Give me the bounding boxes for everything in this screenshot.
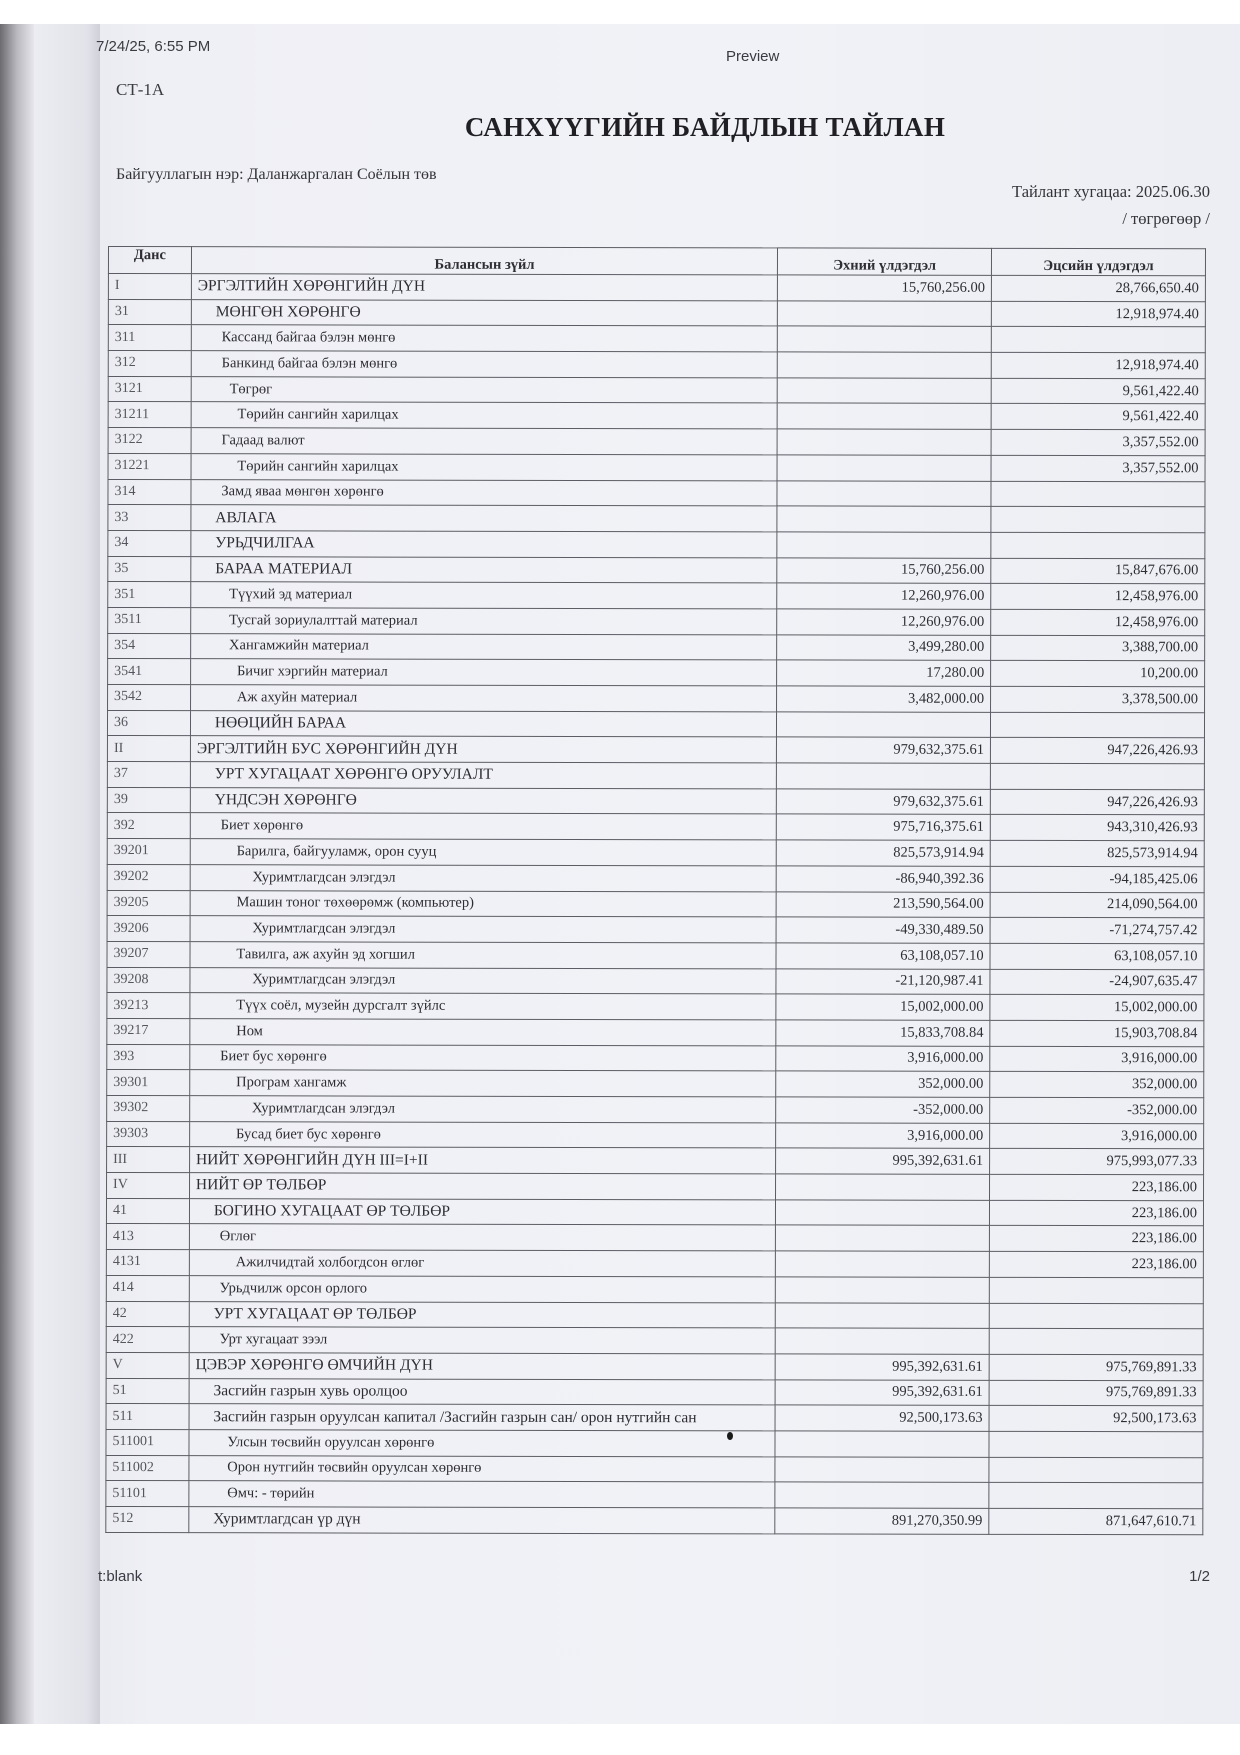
- begin-balance: 3,499,280.00: [777, 635, 991, 661]
- end-balance: 947,226,426.93: [991, 738, 1205, 764]
- end-balance: 15,002,000.00: [990, 995, 1204, 1021]
- print-page-title: Preview: [726, 48, 780, 65]
- account-code: 39206: [107, 916, 190, 942]
- account-code: III: [107, 1147, 190, 1173]
- table-row: [107, 736, 1204, 764]
- table-row: [108, 505, 1205, 533]
- table-row: [107, 1095, 1204, 1123]
- account-item: Улсын төсвийн оруулсан хөрөнгө: [189, 1430, 775, 1457]
- end-balance: [991, 532, 1205, 558]
- account-code: 312: [108, 351, 191, 377]
- begin-balance: 825,573,914.94: [776, 840, 990, 866]
- table-row: [107, 787, 1204, 815]
- account-item: Бичиг хэргийн материал: [190, 659, 776, 686]
- begin-balance: [777, 532, 991, 558]
- end-balance: [991, 712, 1205, 738]
- account-item: Засгийн газрын хувь оролцоо: [189, 1378, 775, 1405]
- account-code: 51101: [106, 1481, 189, 1507]
- end-balance: 9,561,422.40: [991, 404, 1205, 430]
- account-code: 42: [106, 1301, 189, 1327]
- table-row: [108, 351, 1205, 379]
- table-row: [107, 1044, 1204, 1072]
- account-item: Хуримтлагдсан элэгдэл: [190, 916, 776, 943]
- end-balance: 975,769,891.33: [989, 1380, 1203, 1406]
- print-footer-url: t:blank: [98, 1568, 143, 1585]
- begin-balance: 15,833,708.84: [776, 1020, 990, 1046]
- account-code: 422: [106, 1327, 189, 1353]
- begin-balance: 17,280.00: [777, 660, 991, 686]
- table-row: [107, 967, 1204, 995]
- end-balance: 3,916,000.00: [990, 1123, 1204, 1149]
- begin-balance: 12,260,976.00: [777, 583, 991, 609]
- table-row: [108, 530, 1205, 558]
- currency-label: / төгрөгөөр /: [1122, 209, 1210, 228]
- account-item: Тусгай зориулалттай материал: [191, 608, 777, 635]
- begin-balance: 995,392,631.61: [775, 1354, 989, 1380]
- account-code: 3542: [108, 685, 191, 711]
- end-balance: 3,357,552.00: [991, 455, 1205, 481]
- account-code: 51: [106, 1378, 189, 1404]
- begin-balance: [778, 326, 992, 352]
- table-row: [108, 274, 1205, 302]
- account-code: 314: [108, 479, 191, 505]
- table-row: [106, 1378, 1203, 1406]
- table-body: [106, 274, 1206, 1535]
- begin-balance: 213,590,564.00: [776, 891, 990, 917]
- begin-balance: [777, 352, 991, 378]
- account-item: БОГИНО ХУГАЦААТ ӨР ТӨЛБӨР: [189, 1198, 775, 1225]
- begin-balance: [775, 1457, 989, 1483]
- table-row: [107, 1121, 1204, 1149]
- table-row: [106, 1506, 1203, 1534]
- end-balance: 12,458,976.00: [991, 584, 1205, 610]
- table-row: [107, 1147, 1204, 1175]
- begin-balance: 352,000.00: [776, 1071, 990, 1097]
- table-row: [107, 1018, 1204, 1046]
- table-row: [108, 685, 1205, 713]
- table-row: [108, 453, 1205, 481]
- begin-balance: 63,108,057.10: [776, 943, 990, 969]
- end-balance: 15,903,708.84: [990, 1020, 1204, 1046]
- account-item: Урт хугацаат зээл: [189, 1327, 775, 1354]
- account-code: I: [108, 274, 191, 300]
- account-item: Төрийн сангийн харилцах: [191, 453, 777, 480]
- end-balance: -352,000.00: [990, 1097, 1204, 1123]
- begin-balance: 12,260,976.00: [777, 609, 991, 635]
- end-balance: 223,186.00: [990, 1174, 1204, 1200]
- account-code: 413: [106, 1224, 189, 1250]
- account-code: 39205: [107, 890, 190, 916]
- end-balance: 9,561,422.40: [991, 378, 1205, 404]
- account-item: Програм хангамж: [190, 1070, 776, 1097]
- table-row: [108, 582, 1205, 610]
- begin-balance: 15,760,256.00: [777, 557, 991, 583]
- end-balance: 12,458,976.00: [991, 609, 1205, 635]
- table-row: [107, 710, 1204, 738]
- report-title: САНХҮҮГИЙН БАЙДЛЫН ТАЙЛАН: [464, 112, 946, 142]
- account-item: Хуримтлагдсан элэгдэл: [190, 1096, 776, 1123]
- account-item: Өглөг: [189, 1224, 775, 1251]
- account-code: 354: [108, 633, 191, 659]
- account-code: 3511: [108, 607, 191, 633]
- account-item: Кассанд байгаа бэлэн мөнгө: [191, 325, 777, 352]
- account-code: 393: [107, 1044, 190, 1070]
- header-end-balance: Эцсийн үлдэгдэл: [992, 248, 1206, 275]
- begin-balance: -86,940,392.36: [776, 866, 990, 892]
- account-item: Барилга, байгууламж, орон сууц: [190, 839, 776, 866]
- begin-balance: 15,760,256.00: [778, 275, 992, 301]
- begin-balance: 995,392,631.61: [776, 1148, 990, 1174]
- account-item: Ном: [190, 1019, 776, 1046]
- account-item: Хангамжийн материал: [191, 633, 777, 660]
- end-balance: 92,500,173.63: [989, 1406, 1203, 1432]
- begin-balance: [775, 1431, 989, 1457]
- scan-shadow: [0, 24, 34, 1724]
- begin-balance: 92,500,173.63: [775, 1405, 989, 1431]
- end-balance: 214,090,564.00: [990, 892, 1204, 918]
- begin-balance: [775, 1482, 989, 1508]
- end-balance: 975,769,891.33: [989, 1354, 1203, 1380]
- end-balance: 3,388,700.00: [991, 635, 1205, 661]
- table-row: [107, 762, 1204, 790]
- end-balance: [989, 1277, 1203, 1303]
- ink-mark: [727, 1432, 733, 1440]
- end-balance: 28,766,650.40: [991, 275, 1205, 301]
- table-header-row: [108, 247, 1205, 276]
- table-row: [106, 1352, 1203, 1380]
- account-code: 41: [106, 1198, 189, 1224]
- table-row: [108, 402, 1205, 430]
- table-row: [107, 993, 1204, 1021]
- table-row: [106, 1481, 1203, 1509]
- begin-balance: [777, 480, 991, 506]
- end-balance: -71,274,757.42: [990, 918, 1204, 944]
- begin-balance: 979,632,375.61: [777, 737, 991, 763]
- account-code: 311: [108, 325, 191, 351]
- period-label: Тайлант хугацаа: 2025.06.30: [1012, 182, 1210, 201]
- table-row: [106, 1404, 1203, 1432]
- account-code: 39217: [107, 1018, 190, 1044]
- account-item: Биет бус хөрөнгө: [190, 1044, 776, 1071]
- print-header: [96, 38, 1200, 65]
- header-item: Балансын зүйл: [191, 247, 777, 275]
- account-code: 39202: [107, 864, 190, 890]
- report-period: [1012, 178, 1210, 232]
- begin-balance: 995,392,631.61: [775, 1379, 989, 1405]
- table-row: [108, 325, 1205, 353]
- account-item: БАРАА МАТЕРИАЛ: [191, 556, 777, 583]
- account-item: ЦЭВЭР ХӨРӨНГӨ ӨМЧИЙН ДҮН: [189, 1353, 775, 1380]
- end-balance: 223,186.00: [990, 1200, 1204, 1226]
- table-row: [106, 1275, 1203, 1303]
- account-code: 512: [106, 1506, 189, 1532]
- table-row: [107, 839, 1204, 867]
- account-item: Хуримтлагдсан элэгдэл: [190, 967, 776, 994]
- table-row: [106, 1455, 1203, 1483]
- account-code: 39301: [107, 1070, 190, 1096]
- table-row: [107, 813, 1204, 841]
- begin-balance: [777, 712, 991, 738]
- end-balance: 3,916,000.00: [990, 1046, 1204, 1072]
- account-item: НӨӨЦИЙН БАРАА: [190, 710, 776, 737]
- account-code: 3121: [108, 376, 191, 402]
- account-code: 3122: [108, 428, 191, 454]
- account-item: Гадаад валют: [191, 428, 777, 455]
- begin-balance: -352,000.00: [776, 1097, 990, 1123]
- begin-balance: 15,002,000.00: [776, 994, 990, 1020]
- begin-balance: 891,270,350.99: [775, 1508, 989, 1534]
- table-row: [108, 607, 1205, 635]
- account-item: Өмч: - төрийн: [189, 1481, 775, 1508]
- account-item: Тавилга, аж ахуйн эд хогшил: [190, 942, 776, 969]
- end-balance: -94,185,425.06: [990, 866, 1204, 892]
- header-begin-balance: Эхний үлдэгдэл: [778, 248, 992, 275]
- begin-balance: [777, 506, 991, 532]
- account-item: Машин тоног төхөөрөмж (компьютер): [190, 890, 776, 917]
- organization-name: Байгууллагын нэр: Даланжаргалан Соёлын төв: [116, 166, 437, 183]
- end-balance: 10,200.00: [991, 661, 1205, 687]
- end-balance: 223,186.00: [989, 1251, 1203, 1277]
- end-balance: [989, 1483, 1203, 1509]
- page-fold-strip: [34, 24, 100, 1724]
- begin-balance: [776, 1251, 990, 1277]
- table-row: [107, 1070, 1204, 1098]
- end-balance: -24,907,635.47: [990, 969, 1204, 995]
- account-item: УРЬДЧИЛГАА: [191, 531, 777, 558]
- table-row: [106, 1301, 1203, 1329]
- begin-balance: 975,716,375.61: [776, 814, 990, 840]
- account-item: Урьдчилж орсон орлого: [189, 1275, 775, 1302]
- end-balance: [989, 1431, 1203, 1457]
- table-row: [106, 1224, 1203, 1252]
- account-item: Төгрөг: [191, 376, 777, 403]
- account-item: Хуримтлагдсан үр дүн: [189, 1507, 775, 1534]
- table-row: [107, 864, 1204, 892]
- account-item: НИЙТ ХӨРӨНГИЙН ДҮН III=I+II: [189, 1147, 775, 1174]
- table-row: [106, 1327, 1203, 1355]
- print-timestamp: 7/24/25, 6:55 PM: [96, 38, 211, 55]
- account-code: 39: [107, 787, 190, 813]
- print-page-number: 1/2: [1189, 1568, 1210, 1585]
- begin-balance: [776, 1174, 990, 1200]
- account-item: Ажилчидтай холбогдсон өглөг: [189, 1250, 775, 1277]
- table-row: [107, 941, 1204, 969]
- table-row: [106, 1250, 1203, 1278]
- account-item: Түүх соёл, музейн дурсгалт зүйлс: [190, 993, 776, 1020]
- end-balance: 352,000.00: [990, 1072, 1204, 1098]
- account-code: 37: [107, 762, 190, 788]
- account-code: 31: [108, 299, 191, 325]
- begin-balance: [776, 1200, 990, 1226]
- begin-balance: [775, 1328, 989, 1354]
- end-balance: 947,226,426.93: [990, 789, 1204, 815]
- begin-balance: 3,916,000.00: [776, 1046, 990, 1072]
- end-balance: [991, 327, 1205, 353]
- end-balance: 825,573,914.94: [990, 840, 1204, 866]
- account-item: УРТ ХУГАЦААТ ӨР ТӨЛБӨР: [189, 1301, 775, 1328]
- table-row: [108, 633, 1205, 661]
- end-balance: 975,993,077.33: [990, 1149, 1204, 1175]
- begin-balance: 3,916,000.00: [776, 1123, 990, 1149]
- balance-sheet-table: [105, 246, 1206, 1535]
- begin-balance: -49,330,489.50: [776, 917, 990, 943]
- end-balance: [991, 481, 1205, 507]
- begin-balance: [777, 763, 991, 789]
- account-code: 35: [108, 556, 191, 582]
- begin-balance: [775, 1302, 989, 1328]
- account-code: 31211: [108, 402, 191, 428]
- table-row: [108, 428, 1205, 456]
- account-item: Банкинд байгаа бэлэн мөнгө: [191, 351, 777, 378]
- table-row: [108, 376, 1205, 404]
- header-code: Данс: [108, 247, 191, 274]
- account-code: 511002: [106, 1455, 189, 1481]
- begin-balance: [777, 455, 991, 481]
- account-code: 511001: [106, 1429, 189, 1455]
- account-code: 39208: [107, 967, 190, 993]
- account-code: IV: [107, 1173, 190, 1199]
- end-balance: [989, 1457, 1203, 1483]
- account-item: Орон нутгийн төсвийн оруулсан хөрөнгө: [189, 1455, 775, 1482]
- account-code: 414: [106, 1275, 189, 1301]
- end-balance: 15,847,676.00: [991, 558, 1205, 584]
- account-item: НИЙТ ӨР ТӨЛБӨР: [189, 1173, 775, 1200]
- account-item: Аж ахуйн материал: [190, 685, 776, 712]
- account-code: 39201: [107, 839, 190, 865]
- end-balance: 3,357,552.00: [991, 429, 1205, 455]
- account-item: Хуримтлагдсан элэгдэл: [190, 864, 776, 891]
- account-code: 4131: [106, 1250, 189, 1276]
- table-row: [108, 556, 1205, 584]
- begin-balance: [778, 301, 992, 327]
- account-code: V: [106, 1352, 189, 1378]
- end-balance: [991, 507, 1205, 533]
- end-balance: [990, 763, 1204, 789]
- table-row: [107, 1173, 1204, 1201]
- account-item: МӨНГӨН ХӨРӨНГӨ: [191, 299, 777, 326]
- table-row: [107, 916, 1204, 944]
- account-item: ҮНДСЭН ХӨРӨНГӨ: [190, 787, 776, 814]
- form-code: СТ-1А: [116, 80, 165, 99]
- account-item: Биет хөрөнгө: [190, 813, 776, 840]
- begin-balance: -21,120,987.41: [776, 968, 990, 994]
- table-row: [108, 299, 1205, 327]
- account-code: 511: [106, 1404, 189, 1430]
- account-code: 3541: [108, 659, 191, 685]
- end-balance: [989, 1329, 1203, 1355]
- account-code: 351: [108, 582, 191, 608]
- account-item: Засгийн газрын оруулсан капитал /Засгийн газрын сан/ орон нутгийн сан: [189, 1404, 775, 1431]
- account-code: 31221: [108, 453, 191, 479]
- table-row: [108, 659, 1205, 687]
- end-balance: 12,918,974.40: [991, 301, 1205, 327]
- end-balance: 12,918,974.40: [991, 352, 1205, 378]
- begin-balance: 979,632,375.61: [777, 789, 991, 815]
- account-code: 34: [108, 530, 191, 556]
- account-item: Төрийн сангийн харилцах: [191, 402, 777, 429]
- account-item: АВЛАГА: [191, 505, 777, 532]
- account-item: Замд яваа мөнгөн хөрөнгө: [191, 479, 777, 506]
- end-balance: 871,647,610.71: [989, 1508, 1203, 1534]
- account-item: Бусад биет бус хөрөнгө: [189, 1121, 775, 1148]
- table-row: [106, 1198, 1203, 1226]
- begin-balance: [776, 1277, 990, 1303]
- begin-balance: 3,482,000.00: [777, 686, 991, 712]
- account-item: Түүхий эд материал: [191, 582, 777, 609]
- table-row: [106, 1429, 1203, 1457]
- end-balance: 943,310,426.93: [990, 815, 1204, 841]
- account-code: 33: [108, 505, 191, 531]
- account-item: УРТ ХУГАЦААТ ХӨРӨНГӨ ОРУУЛАЛТ: [190, 762, 776, 789]
- account-code: 39213: [107, 993, 190, 1019]
- end-balance: 63,108,057.10: [990, 943, 1204, 969]
- end-balance: 3,378,500.00: [991, 686, 1205, 712]
- begin-balance: [777, 378, 991, 404]
- account-code: 39207: [107, 941, 190, 967]
- account-code: 36: [107, 710, 190, 736]
- table-row: [107, 890, 1204, 918]
- account-code: 39302: [107, 1095, 190, 1121]
- account-code: II: [107, 736, 190, 762]
- account-code: 392: [107, 813, 190, 839]
- begin-balance: [777, 429, 991, 455]
- end-balance: 223,186.00: [989, 1226, 1203, 1252]
- end-balance: [989, 1303, 1203, 1329]
- account-item: ЭРГЭЛТИЙН ХӨРӨНГИЙН ДҮН: [191, 274, 777, 301]
- table-row: [108, 479, 1205, 507]
- begin-balance: [777, 403, 991, 429]
- account-item: ЭРГЭЛТИЙН БУС ХӨРӨНГИЙН ДҮН: [190, 736, 776, 763]
- account-code: 39303: [107, 1121, 190, 1147]
- begin-balance: [776, 1225, 990, 1251]
